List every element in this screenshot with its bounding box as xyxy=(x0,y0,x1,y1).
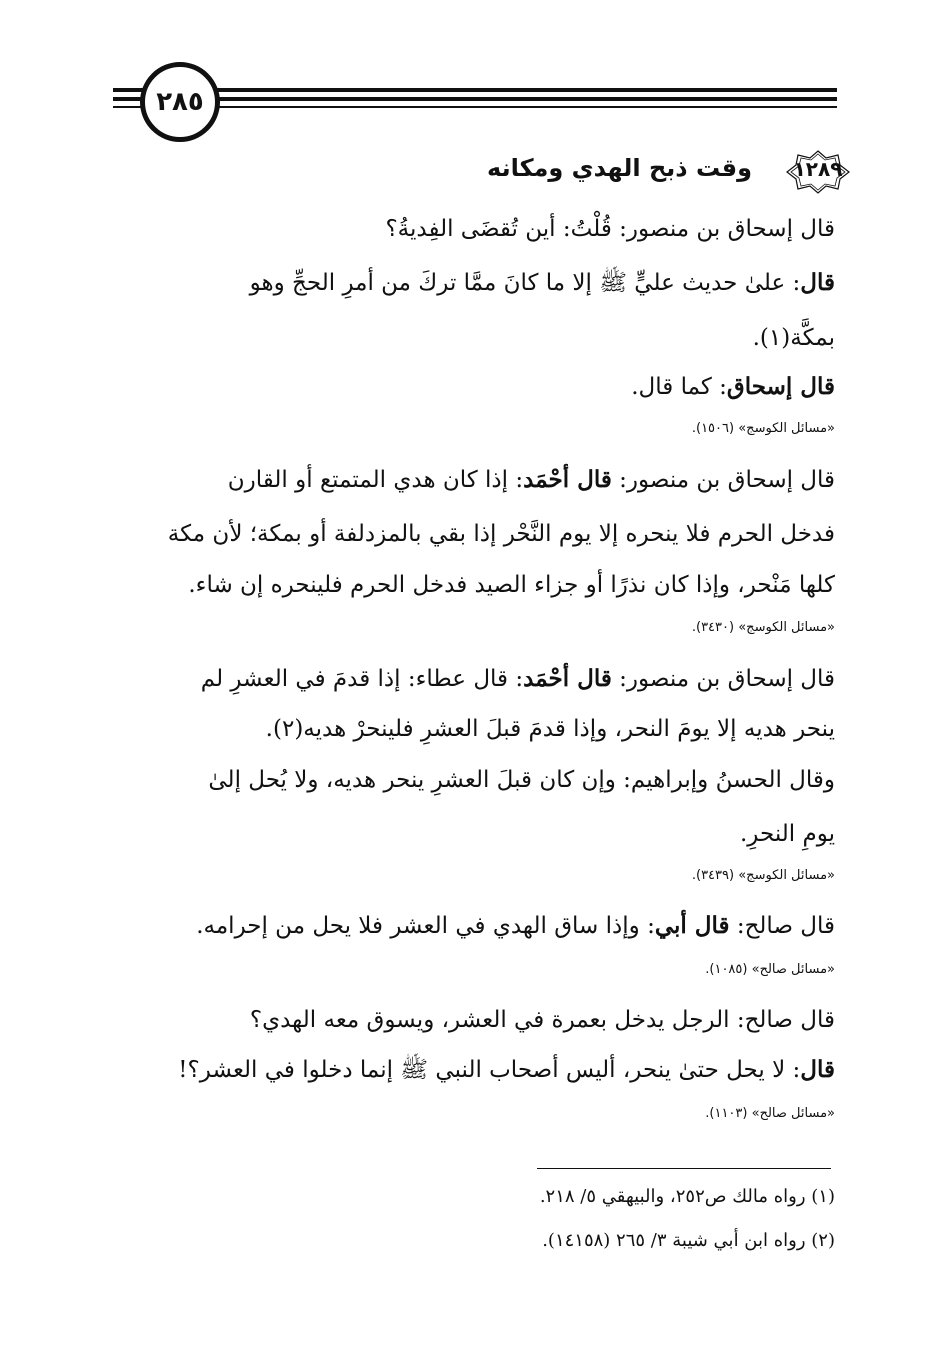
text-line xyxy=(228,465,835,495)
bold-label: قال xyxy=(800,1056,835,1083)
text-line: كلها مَنْحر، وإذا كان نذرًا أو جزاء الصيد فدخل الحرم فلينحره إن شاء. xyxy=(188,572,835,598)
text-line: وقال الحسنُ وإبراهيم: وإن كان قبلَ العشرِ ينحر هديه، ولا يُحل إلىٰ xyxy=(208,767,835,793)
section-number: ١٢٨٩ xyxy=(793,157,843,181)
footnote-separator xyxy=(537,1168,831,1169)
page-number xyxy=(140,62,220,142)
page-number-text: ٢٨٥ xyxy=(156,87,204,117)
source-citation: «مسائل الكوسج» (١٥٠٦). xyxy=(691,421,835,436)
text-span: : علىٰ حديث عليٍّ ﷺ إلا ما كانَ ممَّا تركَ من أمرِ الحجِّ وهو xyxy=(249,270,801,296)
header-rule-middle xyxy=(113,97,837,101)
text-span: : لا يحل حتىٰ ينحر، أليس أصحاب النبي ﷺ إنما دخلوا في العشر؟! xyxy=(178,1057,801,1083)
text-span: : إذا كان هدي المتمتع أو القارن xyxy=(227,467,524,493)
bold-label: قال xyxy=(800,269,835,296)
text-line: قال صالح: الرجل يدخل بعمرة في العشر، ويسوق معه الهدي؟ xyxy=(249,1007,835,1033)
bold-label: قال أحْمَد xyxy=(523,466,612,493)
text-line xyxy=(631,372,835,402)
text-line: قال إسحاق بن منصور: قُلْتُ: أين تُقضَى الفِديةُ؟ xyxy=(385,216,835,242)
section-number-badge xyxy=(786,150,850,194)
text-line xyxy=(250,268,835,298)
source-citation: «مسائل الكوسج» (٣٤٣٩). xyxy=(691,868,835,883)
bold-label: قال أبي xyxy=(654,912,730,939)
text-span: قال إسحاق بن منصور: xyxy=(611,467,835,493)
text-line: بمكَّة(١). xyxy=(752,325,835,351)
text-line xyxy=(201,664,835,694)
text-line: ينحر هديه إلا يومَ النحر، وإذا قدمَ قبلَ العشرِ فلينحرْ هديه(٢). xyxy=(265,716,835,742)
footnote: (١) رواه مالك ص٢٥٢، والبيهقي ٥/ ٢١٨. xyxy=(539,1186,835,1207)
header-rule-top xyxy=(113,88,837,92)
text-span: : كما قال. xyxy=(631,374,727,400)
text-line: فدخل الحرم فلا ينحره إلا يوم النَّحْر إذا بقي بالمزدلفة أو بمكة؛ لأن مكة xyxy=(167,521,835,547)
text-span: : قال عطاء: إذا قدمَ في العشرِ لم xyxy=(200,666,524,692)
bold-label: قال إسحاق xyxy=(726,373,835,400)
source-citation: «مسائل صالح» (١١٠٣). xyxy=(705,1106,835,1121)
section-heading xyxy=(330,148,850,198)
section-title: وقت ذبح الهدي ومكانه xyxy=(487,154,752,182)
text-span: قال صالح: xyxy=(729,913,835,939)
text-span: : وإذا ساق الهدي في العشر فلا يحل من إحرامه. xyxy=(196,913,655,939)
header-rule-bottom xyxy=(113,106,837,108)
text-line: يومِ النحرِ. xyxy=(739,821,835,847)
text-span: قال إسحاق بن منصور: xyxy=(611,666,835,692)
bold-label: قال أحْمَد xyxy=(523,665,612,692)
footnote: (٢) رواه ابن أبي شيبة ٣/ ٢٦٥ (١٤١٥٨). xyxy=(542,1230,835,1251)
text-line xyxy=(196,911,835,941)
source-citation: «مسائل صالح» (١٠٨٥). xyxy=(705,962,835,977)
text-line xyxy=(178,1055,835,1085)
source-citation: «مسائل الكوسج» (٣٤٣٠). xyxy=(691,620,835,635)
